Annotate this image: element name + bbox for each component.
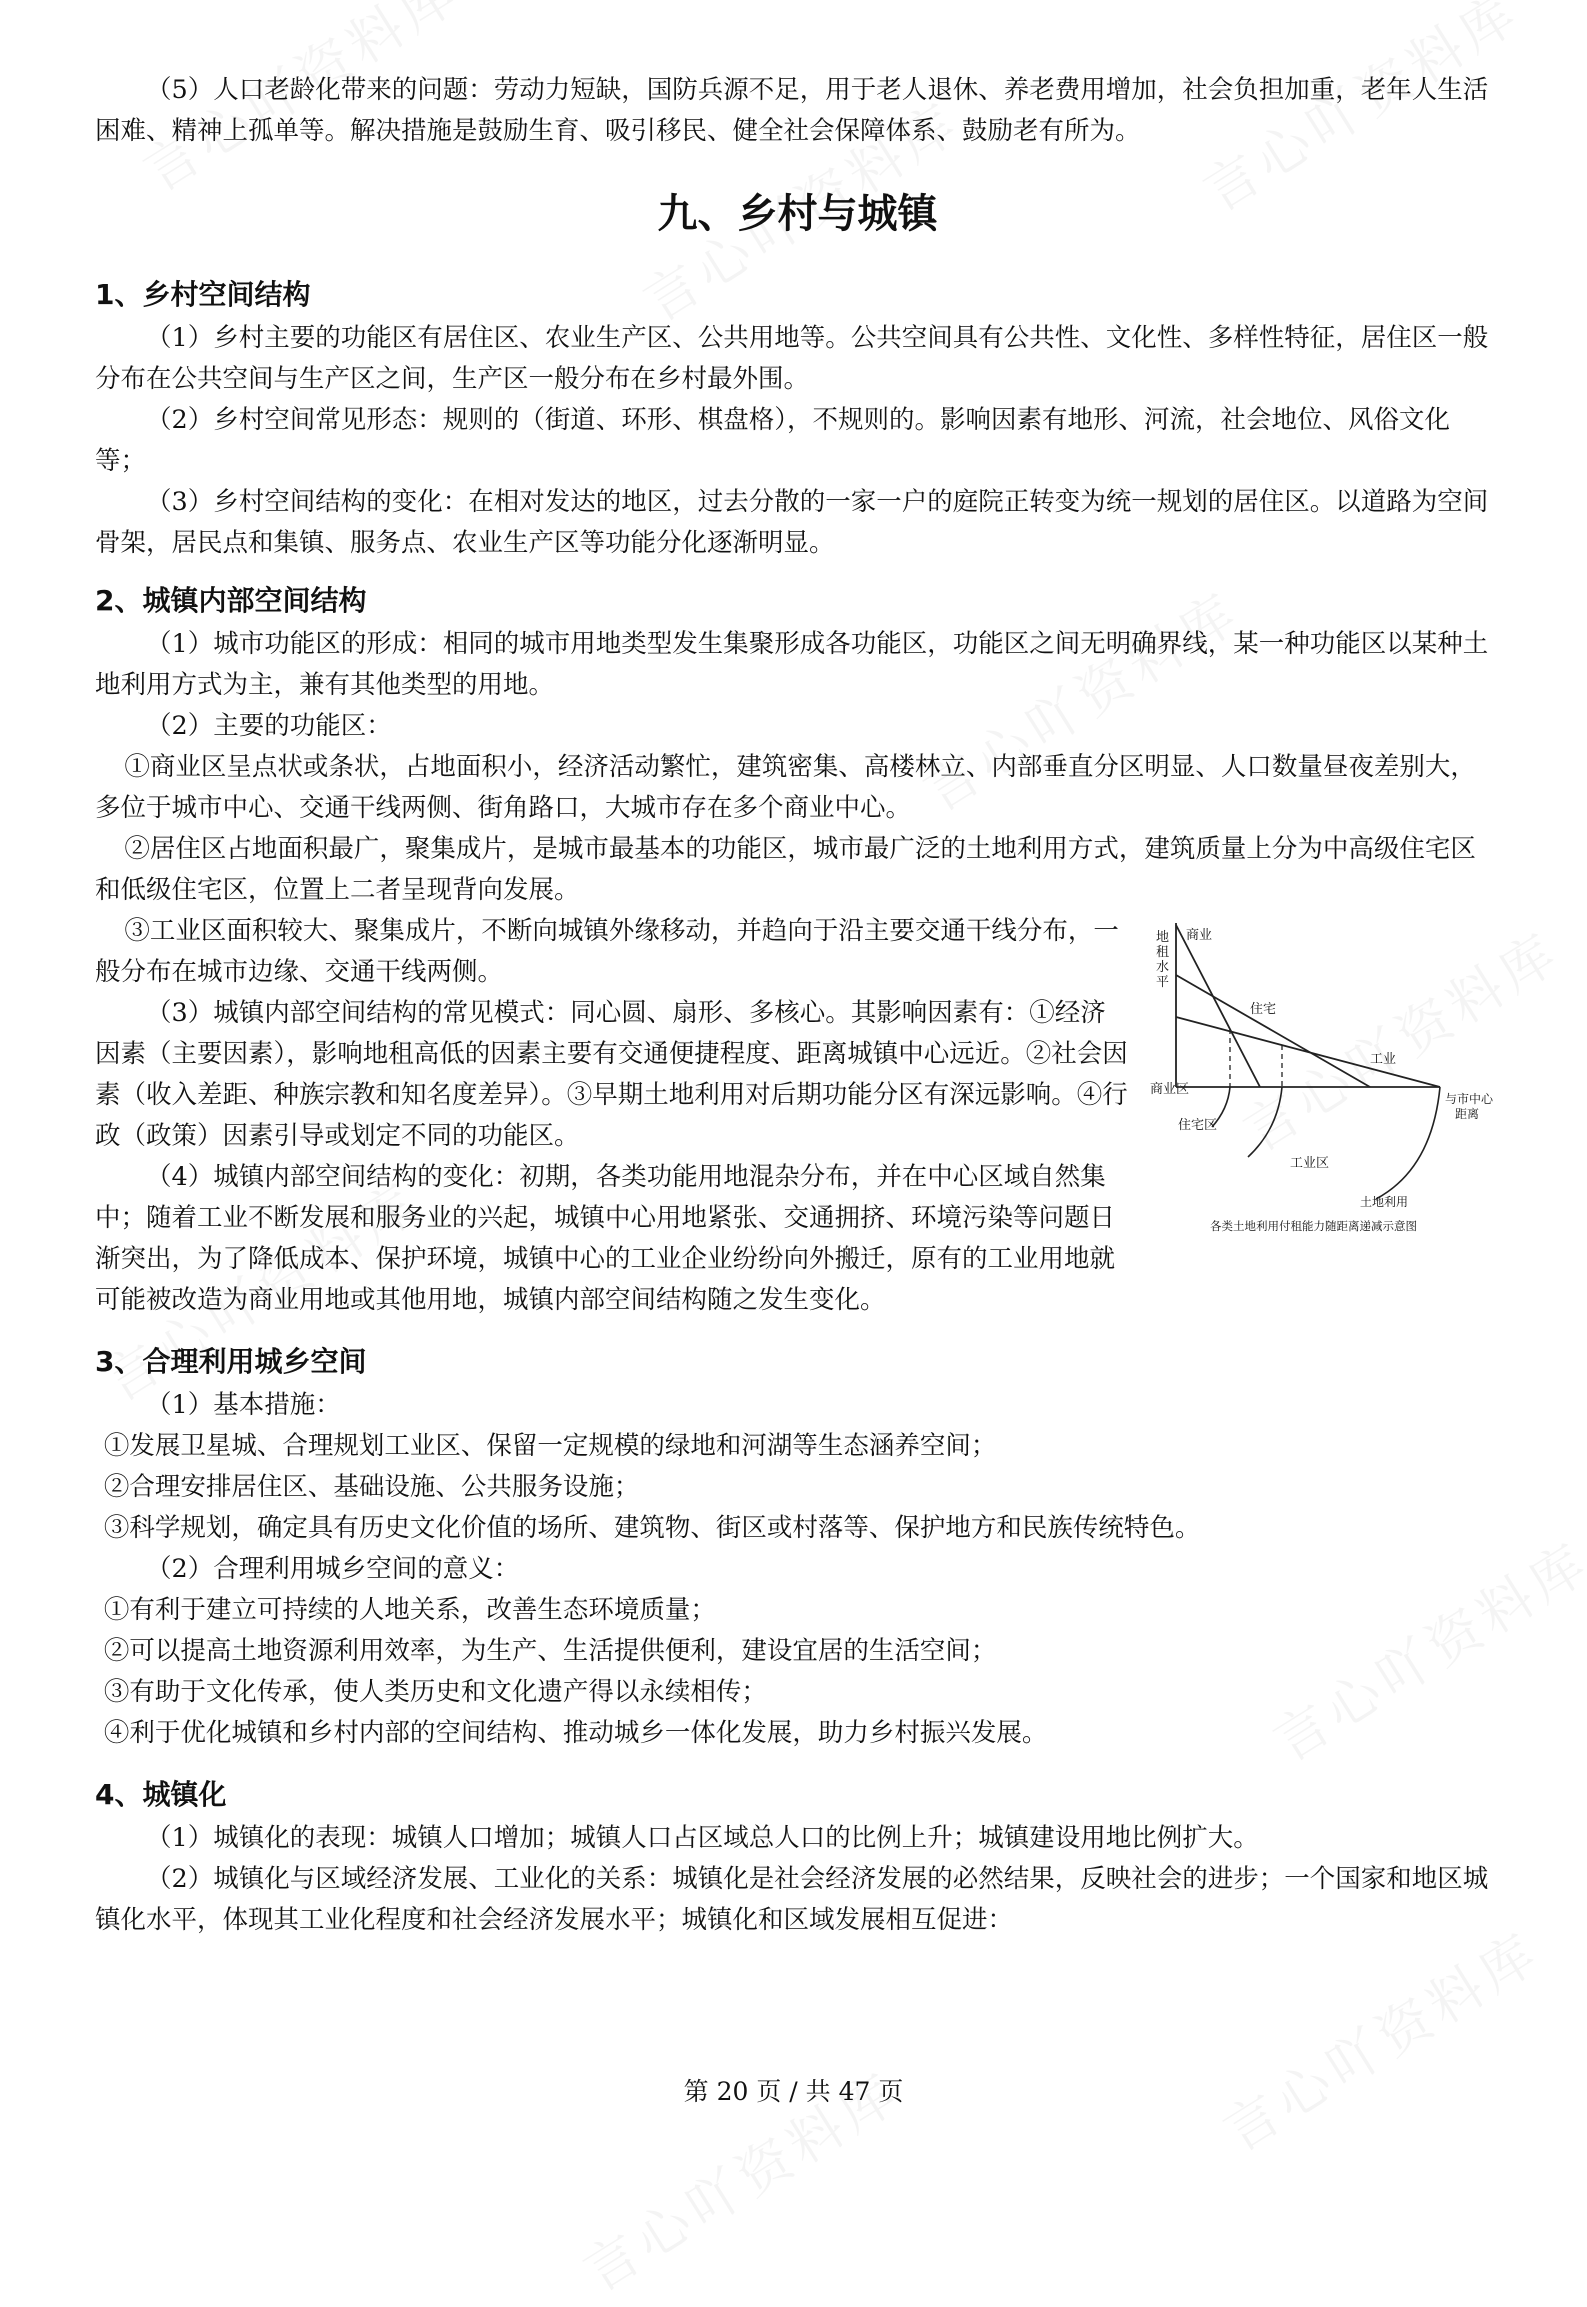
list-item: ②合理安排居住区、基础设施、公共服务设施； (103, 1472, 640, 1502)
paragraph: （1）乡村主要的功能区有居住区、农业生产区、公共用地等。公共空间具有公共性、文化性、多样性特征，居住区一般分布在公共空间与生产区之间，生产区一般分布在乡村最外围。 (95, 323, 1489, 394)
paragraph: ②居住区占地面积最广，聚集成片，是城市最基本的功能区，城市最广泛的土地利用方式，建筑质量上分为中高级住宅区和低级住宅区，位置上二者呈现背向发展。 (95, 834, 1476, 905)
zone-arc (1248, 1087, 1282, 1157)
list-item: ③有助于文化传承，使人类历史和文化遗产得以永续相传； (103, 1677, 767, 1707)
paragraph: （3）乡村空间结构的变化：在相对发达的地区，过去分散的一家一户的庭院正转变为统一规划的居住区。以道路为空间骨架，居民点和集镇、服务点、农业生产区等功能分化逐渐明显。 (95, 487, 1489, 558)
zone-label-industry: 工业区 (1290, 1156, 1330, 1171)
residential-rent-curve (1176, 975, 1370, 1087)
section-heading-urban-structure: 2、城镇内部空间结构 (95, 584, 367, 617)
y-axis-label: 平 (1156, 975, 1170, 990)
paragraph: （2）主要的功能区： (146, 711, 392, 741)
list-item: ①有利于建立可持续的人地关系，改善生态环境质量； (103, 1595, 716, 1625)
x-axis-label: 与市中心 (1445, 1092, 1494, 1106)
commerce-rent-curve (1176, 925, 1260, 1087)
list-item: ③科学规划，确定具有历史文化价值的场所、建筑物、街区或村落等、保护地方和民族传统特色。 (103, 1513, 1201, 1543)
intro-paragraph: （5）人口老龄化带来的问题：劳动力短缺，国防兵源不足，用于老人退休、养老费用增加，社会负担加重，老年人生活困难、精神上孤单等。解决措施是鼓励生育、吸引移民、健全社会保障体系、鼓励老有所为。 (95, 75, 1489, 146)
land-use-label: 土地利用 (1360, 1195, 1409, 1209)
paragraph: （1）基本措施： (146, 1390, 341, 1420)
curve-label-commerce: 商业 (1186, 928, 1213, 943)
zone-label-commerce: 商业区 (1150, 1082, 1190, 1097)
x-axis-label: 距离 (1455, 1107, 1480, 1121)
section-heading-urban-rural-space: 3、合理利用城乡空间 (95, 1345, 367, 1378)
list-item: ②可以提高土地资源利用效率，为生产、生活提供便利，建设宜居的生活空间； (103, 1636, 997, 1666)
paragraph: （1）城市功能区的形成：相同的城市用地类型发生集聚形成各功能区，功能区之间无明确界线，某一种功能区以某种土地利用方式为主，兼有其他类型的用地。 (95, 629, 1489, 700)
watermark (1207, 1910, 1553, 2166)
zone-label-residential: 住宅区 (1178, 1118, 1218, 1133)
paragraph: ①商业区呈点状或条状，占地面积小，经济活动繁忙，建筑密集、高楼林立、内部垂直分区明显、人口数量昼夜差别大，多位于城市中心、交通干线两侧、街角路口，大城市存在多个商业中心。 (95, 752, 1476, 823)
section-heading-urbanization: 4、城镇化 (95, 1778, 227, 1811)
land-rent-figure (1150, 917, 1500, 1247)
chapter-title: 九、乡村与城镇 (657, 191, 938, 237)
curve-label-industry: 工业 (1370, 1052, 1397, 1067)
paragraph: （2）城镇化与区域经济发展、工业化的关系：城镇化是社会经济发展的必然结果，反映社会的进步；一个国家和地区城镇化水平，体现其工业化程度和社会经济发展水平；城镇化和区域发展相互促进： (95, 1864, 1489, 1935)
paragraph: （2）合理利用城乡空间的意义： (146, 1554, 520, 1584)
section-heading-rural-structure: 1、乡村空间结构 (95, 278, 311, 311)
paragraph: （2）乡村空间常见形态：规则的（街道、环形、棋盘格），不规则的。影响因素有地形、河流，社会地位、风俗文化等； (95, 405, 1450, 476)
paragraph: ③工业区面积较大、聚集成片，不断向城镇外缘移动，并趋向于沿主要交通干线分布，一般分布在城市边缘、交通干线两侧。 (95, 916, 1119, 987)
y-axis-label: 地 (1156, 930, 1170, 945)
figure-caption: 各类土地利用付租能力随距离递减示意图 (1210, 1219, 1417, 1233)
document-body (95, 70, 1500, 1941)
list-item: ④利于优化城镇和乡村内部的空间结构、推动城乡一体化发展，助力乡村振兴发展。 (103, 1718, 1048, 1748)
figure-wrap-block (95, 911, 1500, 1321)
curve-label-residential: 住宅 (1250, 1002, 1277, 1017)
y-axis-label: 租 (1156, 945, 1170, 960)
paragraph: （3）城镇内部空间结构的常见模式：同心圆、扇形、多核心。其影响因素有：①经济因素（主要因素），影响地租高低的因素主要有交通便捷程度、距离城镇中心远近。②社会因素（收入差距、种族宗教和知名度差异）。③早期土地利用对后期功能分区有深远影响。④行政（政策）因素引导或划定不同的功能区。 (95, 998, 1128, 1151)
paragraph: （4）城镇内部空间结构的变化：初期，各类功能用地混杂分布，并在中心区域自然集中；随着工业不断发展和服务业的兴起，城镇中心用地紧张、交通拥挤、环境污染等问题日渐突出，为了降低成本、保护环境，城镇中心的工业企业纷纷向外搬迁，原有的工业用地就可能被改造为商业用地或其他用地，城镇内部空间结构随之发生变化。 (95, 1162, 1116, 1315)
paragraph: （1）城镇化的表现：城镇人口增加；城镇人口占区域总人口的比例上升；城镇建设用地比例扩大。 (146, 1823, 1259, 1853)
y-axis-label: 水 (1156, 960, 1170, 975)
page-footer: 第 20 页 / 共 47 页 (683, 2077, 904, 2106)
industry-rent-curve (1176, 1017, 1440, 1087)
zone-arc (1376, 1087, 1440, 1199)
list-item: ①发展卫星城、合理规划工业区、保留一定规模的绿地和河湖等生态涵养空间； (103, 1431, 997, 1461)
